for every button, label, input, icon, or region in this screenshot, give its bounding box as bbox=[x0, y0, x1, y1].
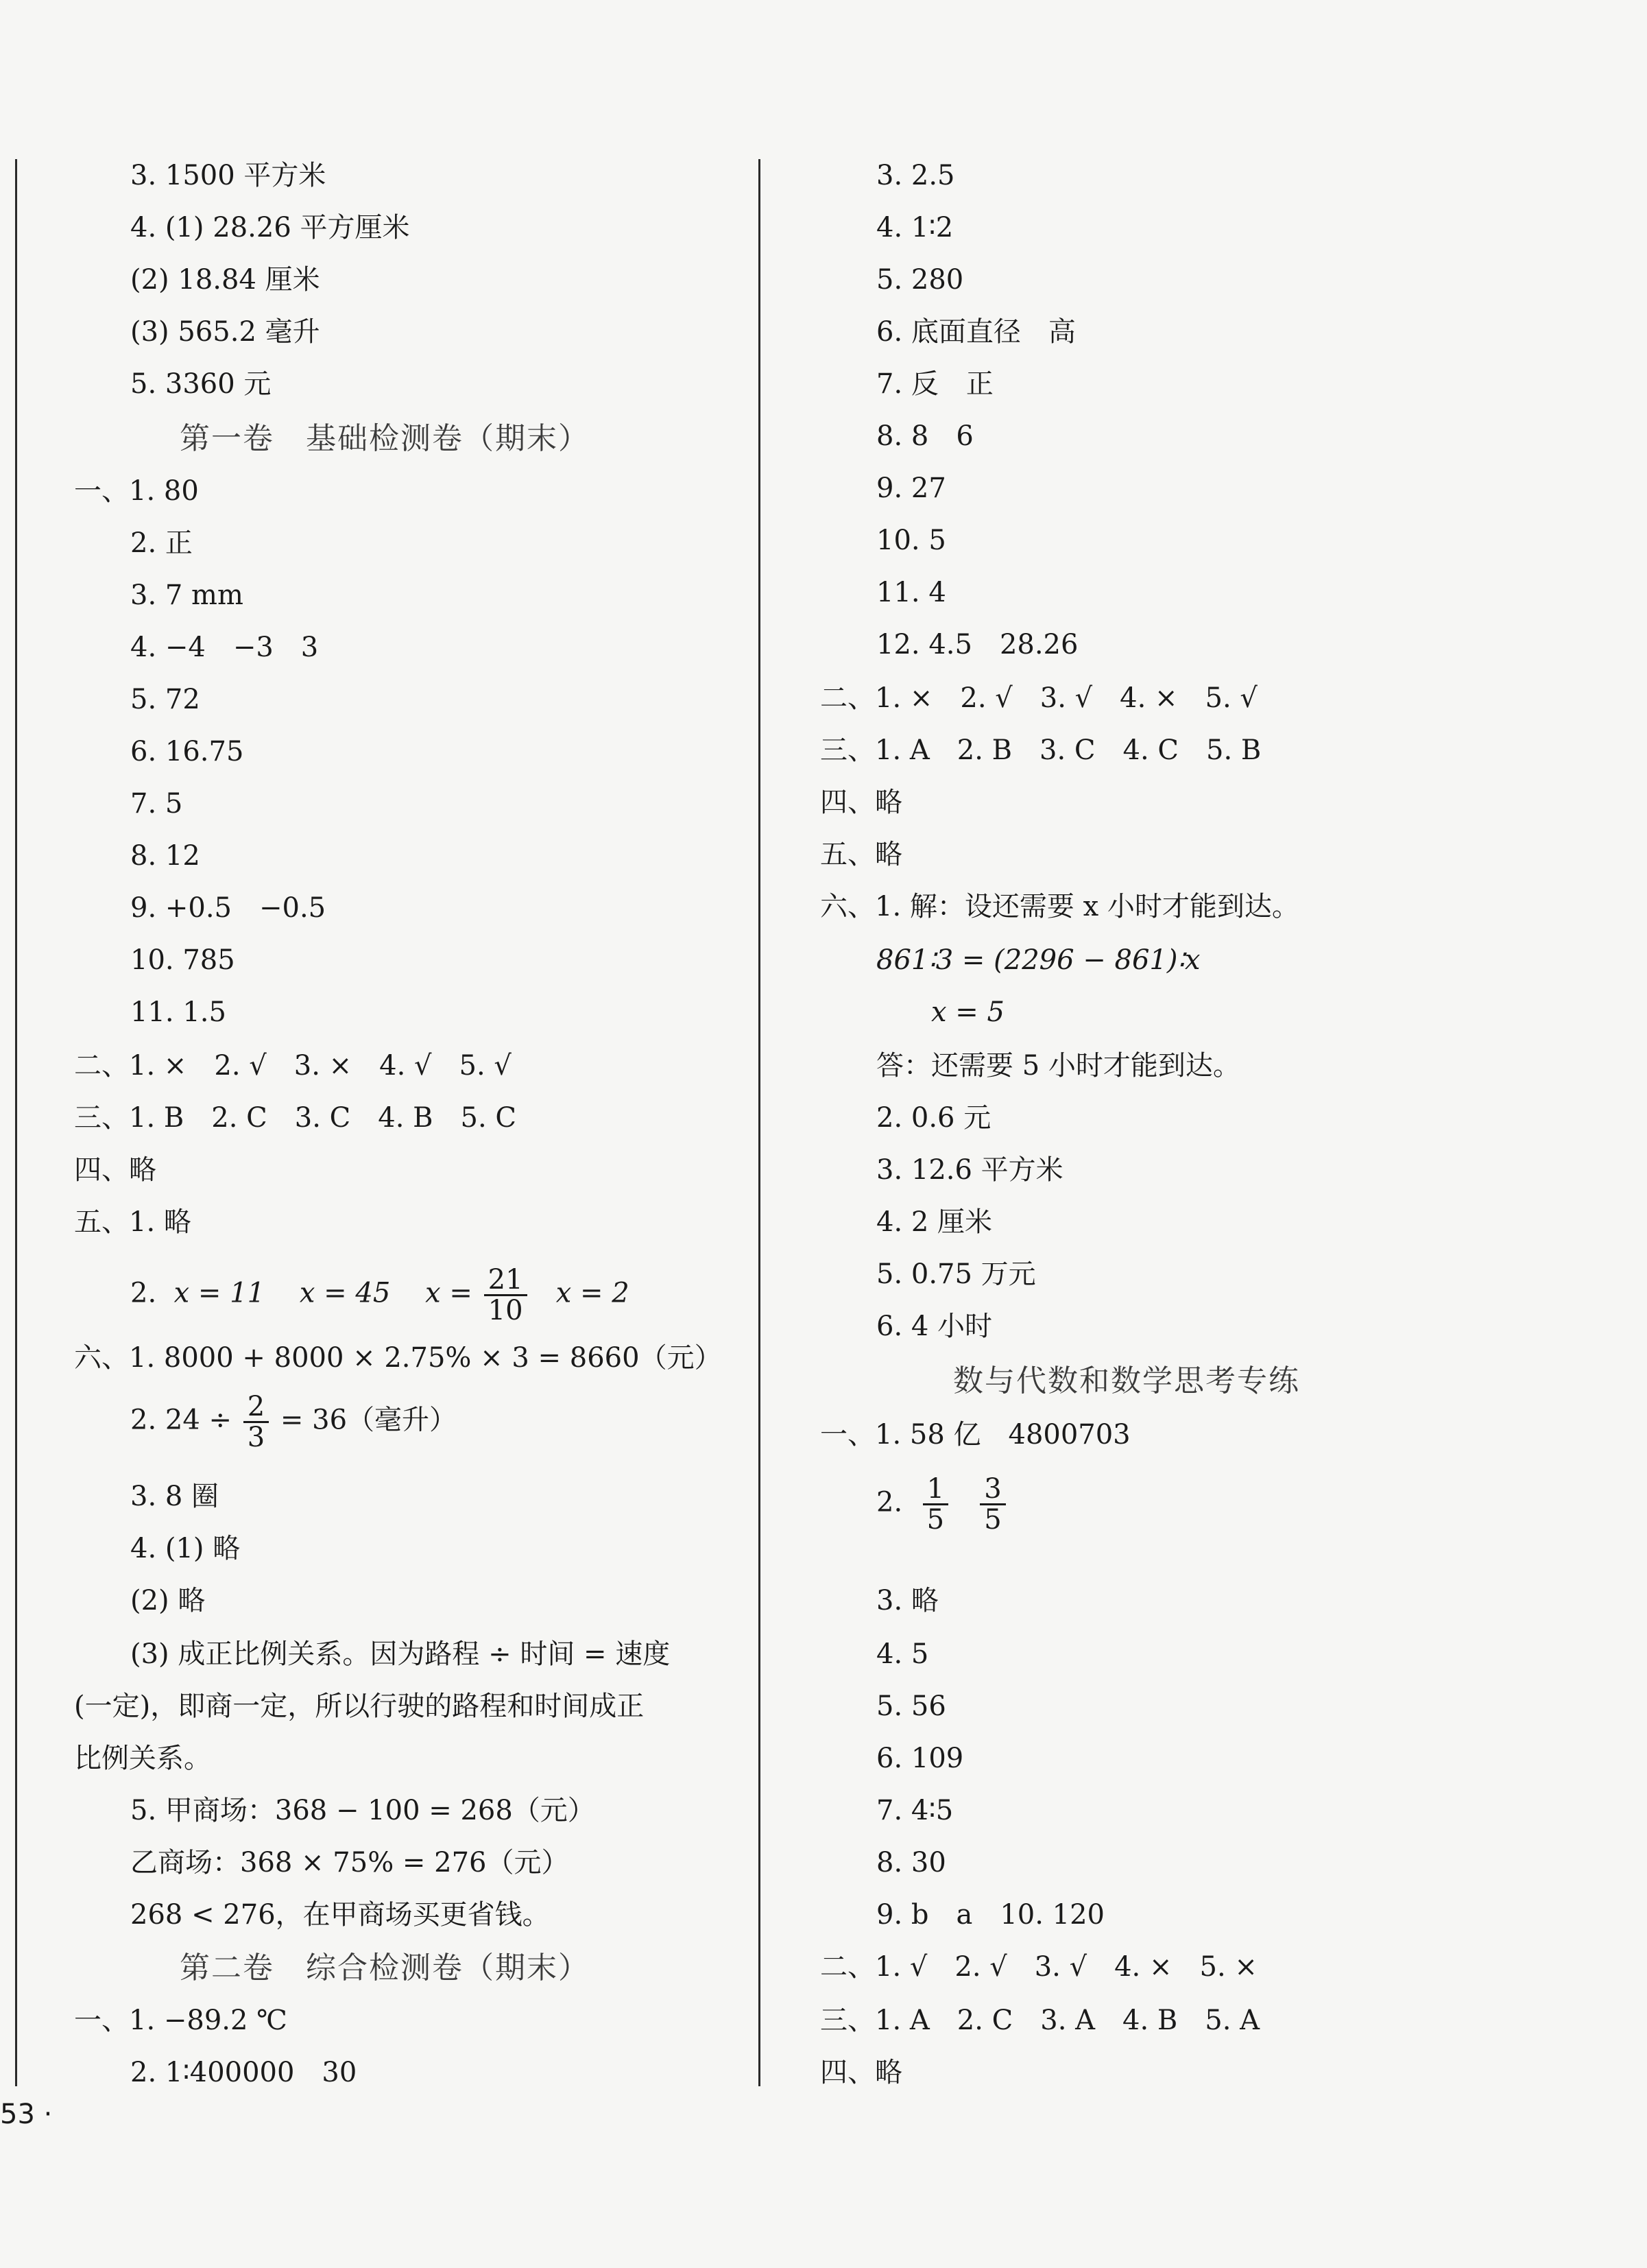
answer-line: 8. 8 6 bbox=[876, 420, 974, 452]
answer-line: 答：还需要 5 小时才能到达。 bbox=[876, 1050, 1240, 1082]
answer-line: 3. 略 bbox=[876, 1585, 939, 1616]
fraction bbox=[923, 1475, 948, 1534]
answer-line: 9. b a 10. 120 bbox=[876, 1899, 1105, 1931]
fraction bbox=[484, 1265, 527, 1325]
answer-line: 2. 0.6 元 bbox=[876, 1102, 991, 1134]
answer-line: 2. 1∶400000 30 bbox=[130, 2057, 357, 2088]
fraction bbox=[243, 1392, 269, 1452]
answer-line: 6. 109 bbox=[876, 1743, 964, 1774]
answer-line: 5. 甲商场：368 − 100 = 268（元） bbox=[130, 1795, 595, 1826]
answer-line: 6. 4 小时 bbox=[876, 1311, 993, 1342]
answer-line: 4. (1) 28.26 平方厘米 bbox=[130, 212, 410, 243]
page-number: 53 · bbox=[0, 2099, 53, 2130]
answer-line: 9. +0.5 −0.5 bbox=[130, 892, 326, 924]
answer-line: 4. (1) 略 bbox=[130, 1533, 241, 1564]
answer-line: 3. 12.6 平方米 bbox=[876, 1154, 1063, 1186]
fraction-denominator: 5 bbox=[984, 1504, 1002, 1536]
fraction-line bbox=[876, 1475, 1009, 1534]
answer-line: 861∶3 = (2296 − 861)∶x bbox=[876, 944, 1201, 976]
answer-line: 二、1. × 2. √ 3. × 4. √ 5. √ bbox=[74, 1050, 512, 1082]
fraction-denominator: 3 bbox=[247, 1422, 265, 1453]
answer-line: 268 < 276，在甲商场买更省钱。 bbox=[130, 1899, 550, 1931]
fraction-denominator: 10 bbox=[488, 1295, 523, 1326]
answer-line: 6. 16.75 bbox=[130, 736, 244, 767]
answer-line: 五、略 bbox=[820, 839, 902, 870]
section-title-3: 数与代数和数学思考专练 bbox=[953, 1363, 1300, 1398]
answer-line: 5. 280 bbox=[876, 264, 964, 296]
answer-line: 6. 底面直径 高 bbox=[876, 316, 1076, 348]
fraction-numerator: 2 bbox=[243, 1392, 269, 1423]
answer-line: 乙商场：368 × 75% = 276（元） bbox=[130, 1847, 569, 1878]
answer-line: 10. 5 bbox=[876, 525, 946, 556]
answer-line: 10. 785 bbox=[130, 944, 235, 976]
answer-line: 3. 8 圈 bbox=[130, 1481, 219, 1512]
answer-line: 11. 1.5 bbox=[130, 996, 226, 1028]
answer-line: 8. 30 bbox=[876, 1847, 946, 1878]
answer-line: 三、1. A 2. C 3. A 4. B 5. A bbox=[820, 2005, 1260, 2036]
answer-line: 四、略 bbox=[820, 2057, 902, 2088]
answer-line: 一、1. −89.2 ℃ bbox=[74, 2005, 287, 2036]
equation-line bbox=[130, 1265, 629, 1325]
equation-line bbox=[130, 1392, 457, 1452]
column-divider bbox=[758, 159, 760, 2086]
answer-line: (3) 565.2 毫升 bbox=[130, 316, 320, 348]
answer-line: 4. −4 −3 3 bbox=[130, 632, 319, 663]
answer-line: 4. 5 bbox=[876, 1638, 929, 1670]
answer-line: (2) 略 bbox=[130, 1585, 206, 1616]
answer-line: 2. 正 bbox=[130, 527, 193, 559]
expression: 2. 24 ÷ bbox=[130, 1404, 232, 1436]
expression: = 36（毫升） bbox=[280, 1404, 457, 1436]
answer-line: (3) 成正比例关系。因为路程 ÷ 时间 = 速度 bbox=[130, 1638, 671, 1670]
equation: x = bbox=[425, 1277, 472, 1309]
answer-line: 4. 2 厘米 bbox=[876, 1206, 993, 1238]
answer-line: 一、1. 80 bbox=[74, 475, 199, 507]
answer-line: 7. 反 正 bbox=[876, 368, 994, 400]
answer-line: 四、略 bbox=[820, 787, 902, 818]
answer-line: 7. 4∶5 bbox=[876, 1795, 954, 1826]
left-margin-rule bbox=[15, 159, 17, 2086]
equation: x = 2 bbox=[555, 1277, 629, 1309]
answer-line: 六、1. 8000 + 8000 × 2.75% × 3 = 8660（元） bbox=[74, 1342, 722, 1374]
answer-line: 5. 56 bbox=[876, 1691, 946, 1722]
answer-line: 3. 2.5 bbox=[876, 160, 955, 191]
answer-line: 一、1. 58 亿 4800703 bbox=[820, 1419, 1131, 1451]
answer-line: 五、1. 略 bbox=[74, 1206, 191, 1238]
answer-line: 12. 4.5 28.26 bbox=[876, 629, 1079, 660]
answer-line: 4. 1∶2 bbox=[876, 212, 954, 243]
section-title-1: 第一卷 基础检测卷（期末） bbox=[180, 421, 590, 456]
answer-line: 5. 0.75 万元 bbox=[876, 1258, 1036, 1290]
answer-line: (一定)，即商一定，所以行驶的路程和时间成正 bbox=[74, 1691, 645, 1722]
fraction-numerator: 3 bbox=[980, 1475, 1005, 1505]
answer-line: 8. 12 bbox=[130, 840, 200, 872]
answer-line: 三、1. B 2. C 3. C 4. B 5. C bbox=[74, 1102, 516, 1134]
equation: x = 11 bbox=[173, 1277, 265, 1309]
answer-line: (2) 18.84 厘米 bbox=[130, 264, 320, 296]
answer-line: 3. 7 mm bbox=[130, 580, 243, 611]
fraction bbox=[980, 1475, 1005, 1534]
answer-line: 比例关系。 bbox=[74, 1743, 211, 1774]
fraction-numerator: 1 bbox=[923, 1475, 948, 1505]
answer-line: 7. 5 bbox=[130, 788, 183, 820]
answer-line: 六、1. 解：设还需要 x 小时才能到达。 bbox=[820, 891, 1299, 922]
equation: x = 45 bbox=[299, 1277, 391, 1309]
answer-line: 11. 4 bbox=[876, 577, 946, 608]
answer-line: 3. 1500 平方米 bbox=[130, 160, 326, 191]
answer-line: 二、1. √ 2. √ 3. √ 4. × 5. × bbox=[820, 1951, 1258, 1983]
answer-line: 四、略 bbox=[74, 1154, 156, 1186]
answer-line: x = 5 bbox=[931, 996, 1005, 1028]
answer-line: 5. 3360 元 bbox=[130, 368, 272, 400]
answer-line: 9. 27 bbox=[876, 473, 946, 504]
answer-line: 三、1. A 2. B 3. C 4. C 5. B bbox=[820, 735, 1262, 766]
answer-line: 5. 72 bbox=[130, 684, 200, 715]
section-title-2: 第二卷 综合检测卷（期末） bbox=[180, 1950, 590, 1985]
answer-line: 二、1. × 2. √ 3. √ 4. × 5. √ bbox=[820, 682, 1258, 714]
item-number: 2. bbox=[130, 1277, 157, 1309]
fraction-numerator: 21 bbox=[484, 1265, 527, 1296]
item-number: 2. bbox=[876, 1486, 903, 1518]
fraction-denominator: 5 bbox=[926, 1504, 945, 1536]
